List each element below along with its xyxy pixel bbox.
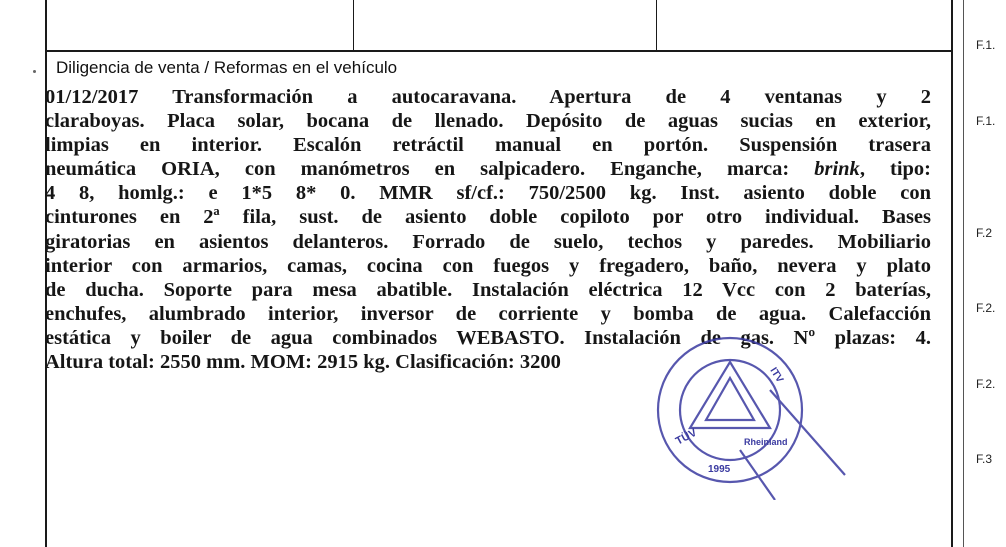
field-label: F.1. bbox=[976, 114, 996, 128]
field-label: F.1. bbox=[976, 38, 996, 52]
svg-text:TÜV: TÜV bbox=[673, 426, 699, 448]
far-right-border bbox=[963, 0, 964, 547]
inspection-stamp bbox=[620, 300, 850, 500]
field-label: F.2. bbox=[976, 301, 996, 315]
text-line: cinturones en 2ª fila, sust. de asiento doble copiloto por otro individual. Bases bbox=[45, 206, 931, 229]
field-label: F.2. bbox=[976, 377, 996, 391]
table-divider bbox=[656, 0, 657, 52]
text-line: claraboyas. Placa solar, bocana de llenado. Depósito de aguas sucias en exterior, bbox=[45, 110, 931, 133]
brand-name: brink bbox=[814, 158, 860, 181]
text-line: de ducha. Soporte para mesa abatible. Instalación eléctrica 12 Vcc con 2 baterías, bbox=[45, 278, 931, 301]
text-line: neumática ORIA, con manómetros en salpicadero. Enganche, marca: brink, tipo: bbox=[45, 158, 931, 181]
table-divider bbox=[353, 0, 354, 52]
text-line: estática y boiler de agua combinados WEBASTO. Instalación de gas. Nº plazas: 4. bbox=[45, 326, 931, 349]
text-line: giratorias en asientos delanteros. Forrado de suelo, techos y paredes. Mobiliario bbox=[45, 230, 931, 253]
svg-text:ITV: ITV bbox=[767, 365, 786, 385]
top-table-box bbox=[45, 0, 953, 52]
section-label: Diligencia de venta / Reformas en el vehículo bbox=[56, 58, 398, 77]
text-line: limpias en interior. Escalón retráctil manual en portón. Suspensión trasera bbox=[45, 134, 931, 157]
text-line: 01/12/2017 Transformación a autocaravana. Apertura de 4 ventanas y 2 bbox=[45, 86, 931, 108]
right-border bbox=[951, 52, 953, 547]
text-line: interior con armarios, camas, cocina con fuegos y fregadero, baño, nevera y plato bbox=[45, 254, 931, 277]
text-line: Altura total: 2550 mm. MOM: 2915 kg. Clasificación: 3200 bbox=[45, 351, 561, 374]
right-margin-labels bbox=[972, 0, 1006, 547]
svg-text:Rheinland: Rheinland bbox=[744, 437, 788, 447]
field-label: F.2 bbox=[976, 226, 993, 240]
text-line: enchufes, alumbrado interior, inversor de corriente y bomba de agua. Calefacción bbox=[45, 302, 931, 325]
text-line: 4 8, homlg.: e 1*5 8* 0. MMR sf/cf.: 750/2500 kg. Inst. asiento doble con bbox=[45, 182, 931, 205]
margin-dot bbox=[33, 70, 36, 73]
svg-text:1995: 1995 bbox=[708, 464, 731, 475]
field-label: F.3 bbox=[976, 452, 993, 466]
